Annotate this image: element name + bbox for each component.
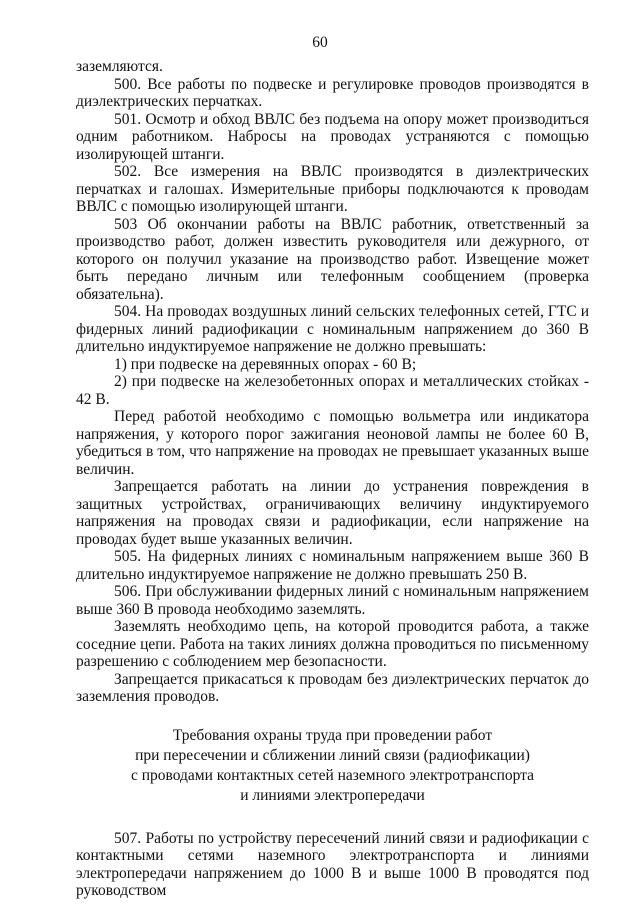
paragraph-p501: 501. Осмотр и обход ВВЛС без подъема на опору может производиться одним работником. Набросы на проводах устраняются с помощью изолирующей штанги.	[76, 110, 589, 163]
paragraph-p506: 506. При обслуживании фидерных линий с номинальным напряжением выше 360 В провода необходимо заземлять.	[76, 583, 589, 618]
paragraph-p504_4: Запрещается работать на линии до устранения повреждения в защитных устройствах, ограничивающих величину индуктируемого напряжения на проводах связи и радиофикации, если напряжение на проводах будет выше указанных величин.	[76, 478, 589, 548]
paragraph-p502: 502. Все измерения на ВВЛС производятся в диэлектрических перчатках и галошах. Измерительные приборы подключаются к проводам ВВЛС с помощью изолирующей штанги.	[76, 163, 589, 215]
section-heading	[76, 726, 589, 806]
paragraph-p0: заземляются.	[76, 58, 163, 75]
paragraph-p504_1: 1) при подвеске на деревянных опорах - 60 В;	[114, 355, 417, 373]
paragraph-p506_1: Заземлять необходимо цепь, на которой проводится работа, а также соседние цепи. Работа на таких линиях должна проводиться по письменному разрешению с соблюдением мер безопасности.	[76, 618, 589, 670]
paragraph-p505: 505. На фидерных линиях с номинальным напряжением выше 360 В длительно индуктируемое напряжение не должно превышать 250 В.	[76, 548, 589, 583]
paragraph-p504: 504. На проводах воздушных линий сельских телефонных сетей, ГТС и фидерных линий радиофикации с номинальным напряжением до 360 В длительно индуктируемое напряжение не должно превышать:	[76, 303, 589, 355]
paragraph-p503: 503 Об окончании работы на ВВЛС работник, ответственный за производство работ, должен известить руководителя или дежурного, от которого он получил указание на производство работ. Извещение может быть передано личным или телефонным сообщением (проверка обязательна).	[76, 215, 589, 303]
paragraph-p507: 507. Работы по устройству пересечений линий связи и радиофикации с контактными сетями наземного электротранспорта и линиями электропередачи напряжением до 1000 В и выше 1000 В проводятся под руководством	[76, 829, 589, 899]
section-heading-line: Требования охраны труда при проведении работ	[172, 726, 493, 744]
section-heading-line: и линиями электропередачи	[240, 786, 425, 804]
page-number: 60	[312, 34, 328, 51]
paragraph-list-bottom	[76, 830, 589, 900]
document-body	[76, 58, 589, 900]
paragraph-p504_2: 2) при подвеске на железобетонных опорах и металлических стойках - 42 В.	[76, 373, 589, 408]
paragraph-p504_3: Перед работой необходимо с помощью вольметра или индикатора напряжения, у которого порог зажигания неоновой лампы не более 60 В, убедиться в том, что напряжение на проводах не превышает указанных выше величин.	[76, 408, 589, 478]
paragraph-list-top	[76, 58, 589, 706]
paragraph-p506_2: Запрещается прикасаться к проводам без диэлектрических перчаток до заземления проводов.	[76, 670, 589, 705]
section-heading-line: при пересечении и сближении линий связи (радиофикации)	[135, 746, 530, 764]
section-heading-line: с проводами контактных сетей наземного электротранспорта	[130, 766, 535, 784]
paragraph-p500: 500. Все работы по подвеске и регулировке проводов производятся в диэлектрических перчатках.	[76, 75, 589, 110]
